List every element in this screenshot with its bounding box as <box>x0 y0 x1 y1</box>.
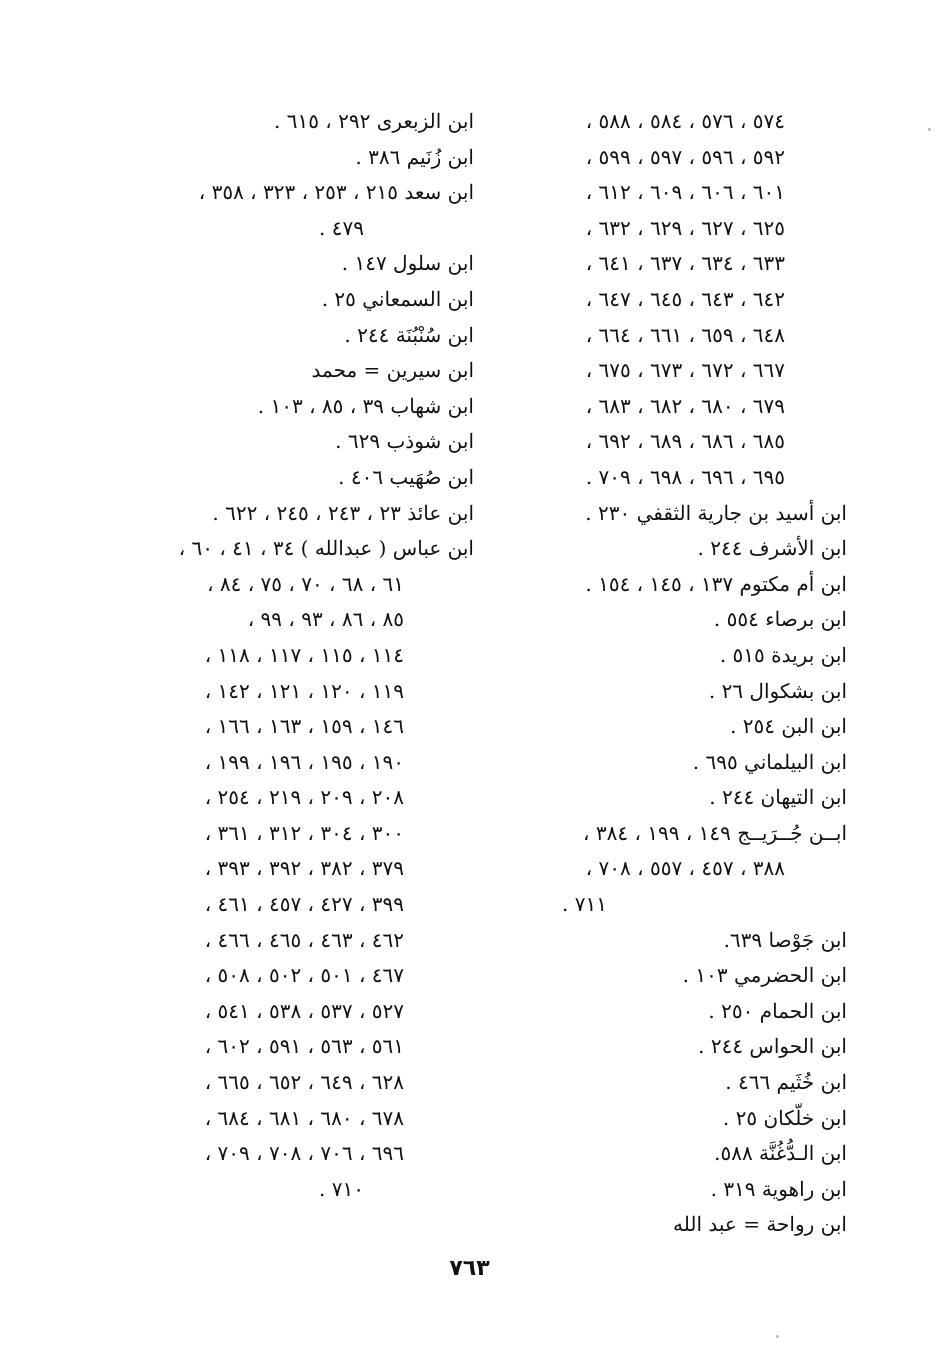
index-line: ٦٠١ ، ٦٠٦ ، ٦٠٩ ، ٦١٢ ، <box>585 180 785 205</box>
right-column <box>517 104 847 1243</box>
index-entry: ابــن جُــرَيــج ١٤٩ ، ١٩٩ ، ٣٨٤ ، <box>583 820 847 845</box>
index-line: ٨٥ ، ٨٦ ، ٩٣ ، ٩٩ ، <box>247 607 404 632</box>
index-entry: ابن الحمام ٢٥٠ . <box>708 998 847 1023</box>
index-entry: ابن برصاء ٥٥٤ . <box>713 607 847 632</box>
index-entry: ابن أسيد بن جارية الثقفي ٢٣٠ . <box>585 500 847 525</box>
index-entry: ابن الزبعرى ٢٩٢ ، ٦١٥ . <box>273 109 474 133</box>
index-line: ٦٩٦ ، ٧٠٦ ، ٧٠٨ ، ٧٠٩ ، <box>204 1141 404 1166</box>
index-line: ١٤٦ ، ١٥٩ ، ١٦٣ ، ١٦٦ ، <box>204 714 404 739</box>
index-line: ٦٤٢ ، ٦٤٣ ، ٦٤٥ ، ٦٤٧ ، <box>585 286 785 311</box>
index-entry: ابن الـدُّغُنَّة ٥٨٨. <box>714 1141 847 1166</box>
index-line: ٥٢٧ ، ٥٣٧ ، ٥٣٨ ، ٥٤١ ، <box>204 998 404 1023</box>
index-entry: ابن التيهان ٢٤٤ . <box>709 785 847 810</box>
index-entry: ابن رواحة = عبد الله <box>673 1212 847 1237</box>
index-line: ٧١١ . <box>562 892 607 917</box>
index-entry: ابن خُثَيم ٤٦٦ . <box>725 1070 847 1095</box>
index-line: ٦٢٨ ، ٦٤٩ ، ٦٥٢ ، ٦٦٥ ، <box>204 1070 404 1095</box>
index-entry: ابن سلول ١٤٧ . <box>341 251 474 276</box>
index-line: ٦٨٥ ، ٦٨٦ ، ٦٨٩ ، ٦٩٢ ، <box>585 429 785 454</box>
index-line: ٦١ ، ٦٨ ، ٧٠ ، ٧٥ ، ٨٤ ، <box>207 571 404 596</box>
index-line: ١٩٠ ، ١٩٥ ، ١٩٦ ، ١٩٩ ، <box>204 749 404 774</box>
index-line: ٤٦٢ ، ٤٦٣ ، ٤٦٥ ، ٤٦٦ ، <box>204 927 404 952</box>
index-entry: ابن شوذب ٦٢٩ . <box>335 429 474 454</box>
index-entry: ابن أم مكتوم ١٣٧ ، ١٤٥ ، ١٥٤ . <box>585 571 847 596</box>
index-entry: ابن السمعاني ٢٥ . <box>321 286 474 311</box>
index-entry: ابن راهوية ٣١٩ . <box>710 1176 847 1201</box>
index-entry: ابن خلّكان ٢٥ . <box>722 1105 847 1130</box>
index-entry: ابن سُنْبُنَة ٢٤٤ . <box>344 322 474 347</box>
index-entry: ابن البن ٢٥٤ . <box>730 714 847 739</box>
index-line: ٥٩٢ ، ٥٩٦ ، ٥٩٧ ، ٥٩٩ ، <box>585 144 785 169</box>
index-line: ٦٣٣ ، ٦٣٤ ، ٦٣٧ ، ٦٤١ ، <box>585 251 785 276</box>
index-entry: ابن عباس ( عبدالله ) ٣٤ ، ٤١ ، ٦٠ ، <box>178 536 474 561</box>
index-entry: ابن صُهَيب ٤٠٦ . <box>338 464 474 489</box>
index-entry: ابن الحواس ٢٤٤ . <box>698 1034 847 1059</box>
left-column <box>149 104 474 1207</box>
index-entry: ابن شهاب ٣٩ ، ٨٥ ، ١٠٣ . <box>257 393 474 418</box>
index-line: ١١٤ ، ١١٥ ، ١١٧ ، ١١٨ ، <box>204 642 404 667</box>
index-line: ٦٩٥ ، ٦٩٦ ، ٦٩٨ ، ٧٠٩ . <box>585 464 785 489</box>
index-line: ٥٦١ ، ٥٦٣ ، ٥٩١ ، ٦٠٢ ، <box>204 1034 404 1059</box>
index-line: ٣٩٩ ، ٤٢٧ ، ٤٥٧ ، ٤٦١ ، <box>204 892 404 917</box>
index-entry: ابن بريدة ٥١٥ . <box>719 642 847 667</box>
index-line: ٤٧٩ . <box>319 215 364 240</box>
page-number: ٧٦٣ <box>449 1256 490 1281</box>
index-entry: ابن جَوْصا ٦٣٩. <box>723 927 847 952</box>
index-line: ٧١٠ . <box>319 1176 364 1201</box>
index-line: ٥٧٤ ، ٥٧٦ ، ٥٨٤ ، ٥٨٨ ، <box>585 109 785 133</box>
index-line: ٣٠٠ ، ٣٠٤ ، ٣١٢ ، ٣٦١ ، <box>204 820 404 845</box>
index-entry: ابن سيرين = محمد <box>311 358 474 383</box>
index-line: ٦٦٧ ، ٦٧٢ ، ٦٧٣ ، ٦٧٥ ، <box>585 358 785 383</box>
index-entry: ابن سعد ٢١٥ ، ٢٥٣ ، ٣٢٣ ، ٣٥٨ ، <box>198 180 474 205</box>
index-entry: ابن زُنَيم ٣٨٦ . <box>355 144 474 169</box>
index-line: ٤٦٧ ، ٥٠١ ، ٥٠٢ ، ٥٠٨ ، <box>204 963 404 988</box>
index-line: ٣٧٩ ، ٣٨٢ ، ٣٩٢ ، ٣٩٣ ، <box>204 856 404 881</box>
index-line: ١١٩ ، ١٢٠ ، ١٢١ ، ١٤٢ ، <box>204 678 404 703</box>
index-line: ٣٨٨ ، ٤٥٧ ، ٥٥٧ ، ٧٠٨ ، <box>585 856 785 881</box>
index-entry: ابن الأشرف ٢٤٤ . <box>697 536 847 561</box>
scan-speck <box>776 1335 779 1338</box>
index-entry: ابن عائذ ٢٣ ، ٢٤٣ ، ٢٤٥ ، ٦٢٢ . <box>212 500 474 525</box>
index-line: ٢٠٨ ، ٢٠٩ ، ٢١٩ ، ٢٥٤ ، <box>204 785 404 810</box>
index-line: ٦٧٩ ، ٦٨٠ ، ٦٨٢ ، ٦٨٣ ، <box>585 393 785 418</box>
index-line: ٦٢٥ ، ٦٢٧ ، ٦٢٩ ، ٦٣٢ ، <box>585 215 785 240</box>
index-line: ٦٧٨ ، ٦٨٠ ، ٦٨١ ، ٦٨٤ ، <box>204 1105 404 1130</box>
index-line: ٦٤٨ ، ٦٥٩ ، ٦٦١ ، ٦٦٤ ، <box>585 322 785 347</box>
scan-speck <box>928 128 931 131</box>
index-entry: ابن الحضرمي ١٠٣ . <box>682 963 847 988</box>
index-entry: ابن بشكوال ٢٦ . <box>708 678 847 703</box>
index-entry: ابن البيلماني ٦٩٥ . <box>692 749 847 774</box>
